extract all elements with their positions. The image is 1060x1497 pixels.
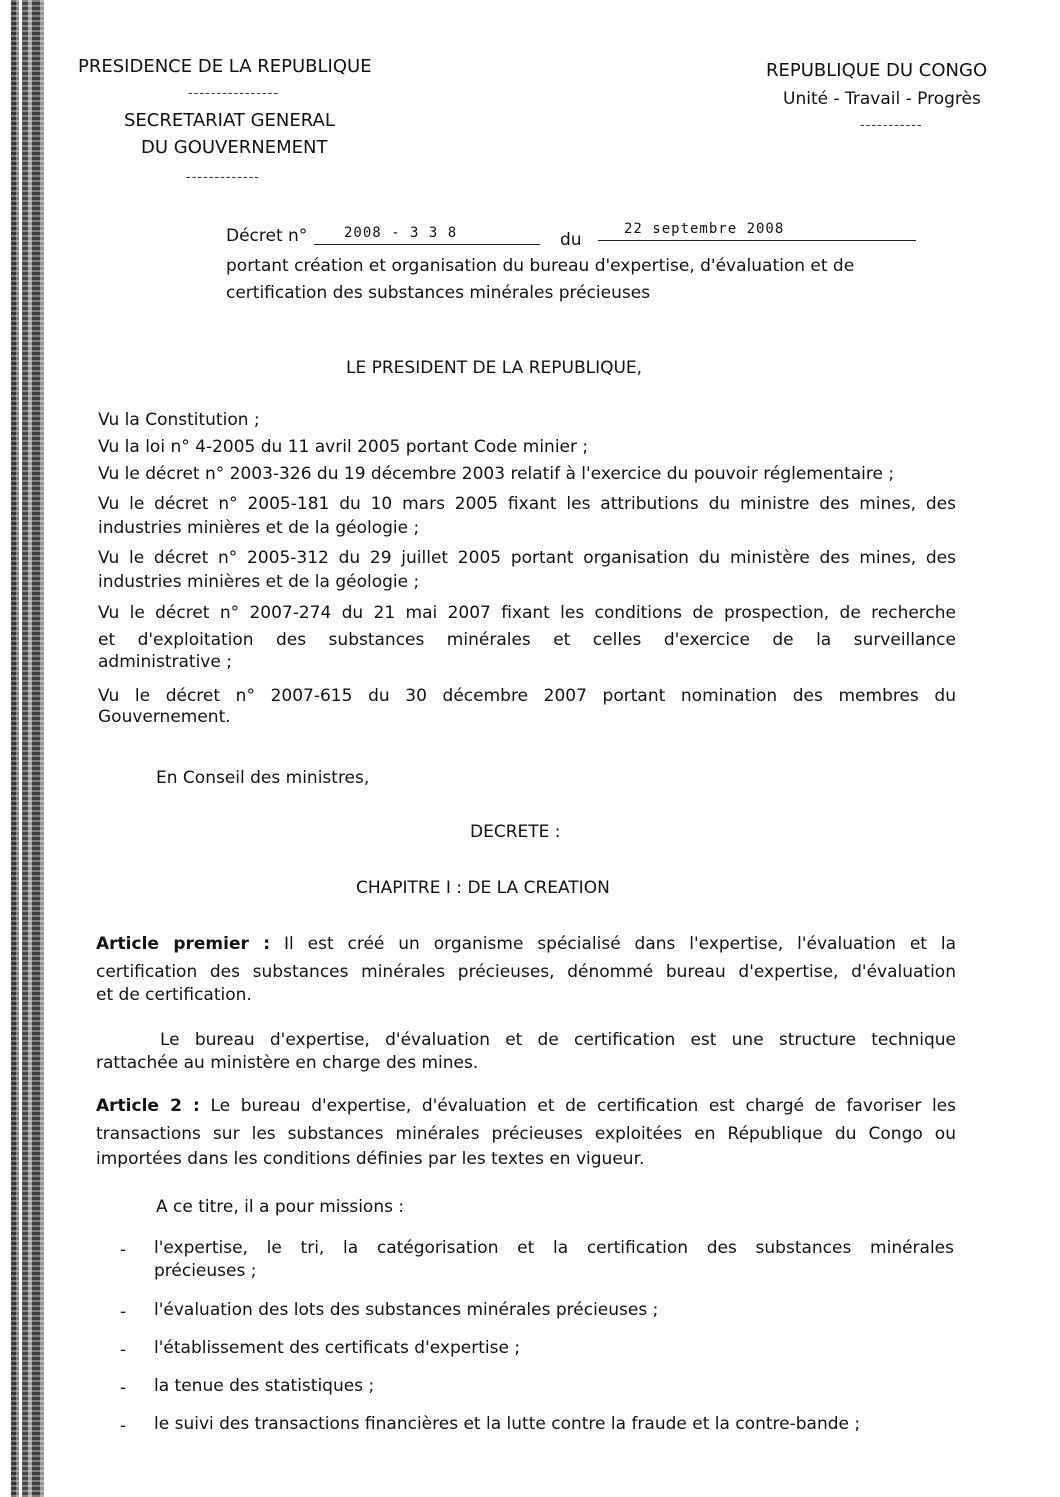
bullet-dash: - (120, 1378, 127, 1398)
chapter-heading: CHAPITRE I : DE LA CREATION (356, 878, 610, 898)
decree-date: 22 septembre 2008 (624, 221, 785, 237)
visa-line: Vu le décret n° 2003-326 du 19 décembre 2003 relatif à l'exercice du pouvoir réglementaire ; (98, 464, 895, 484)
visa-line: industries minières et de la géologie ; (98, 518, 420, 538)
article-1-text: Il est créé un organisme spécialisé dans l'expertise, l'évaluation et la (284, 934, 957, 954)
visa-line: Vu le décret n° 2007-615 du 30 décembre 2007 portant nomination des membres du (98, 686, 956, 706)
decree-du-label: du (560, 230, 582, 250)
article-1-para2-line-2: rattachée au ministère en charge des mines. (96, 1053, 479, 1073)
article-1-label: Article premier : (96, 934, 271, 954)
mission-item: l'expertise, le tri, la catégorisation et la certification des substances minérales (154, 1238, 954, 1258)
decrete-heading: DECRETE : (470, 822, 561, 842)
bullet-dash: - (120, 1240, 127, 1260)
article-1-para2-line-1: Le bureau d'expertise, d'évaluation et de certification est une structure technique (160, 1030, 956, 1050)
visa-line: Vu le décret n° 2005-312 du 29 juillet 2005 portant organisation du ministère des mines, des (98, 548, 956, 568)
article-2-text: Le bureau d'expertise, d'évaluation et de certification est chargé de favoriser les (210, 1096, 956, 1116)
article-2-label: Article 2 : (96, 1096, 200, 1116)
visa-line: Vu la Constitution ; (98, 410, 260, 430)
decree-title-line-2: certification des substances minérales précieuses (226, 283, 651, 303)
mission-item: la tenue des statistiques ; (154, 1376, 375, 1396)
visa-line: Gouvernement. (98, 707, 231, 727)
secretariat-line-1: SECRETARIAT GENERAL (124, 110, 335, 131)
visa-line: Vu le décret n° 2007-274 du 21 mai 2007 fixant les conditions de prospection, de recherche (98, 603, 956, 623)
decree-title-line-1: portant création et organisation du bureau d'expertise, d'évaluation et de (226, 256, 855, 276)
decree-number-field (314, 222, 540, 245)
visa-line: industries minières et de la géologie ; (98, 572, 420, 592)
visa-line: Vu le décret n° 2005-181 du 10 mars 2005 fixant les attributions du ministre des mines, des (98, 494, 956, 514)
mission-item: l'évaluation des lots des substances minérales précieuses ; (154, 1300, 659, 1320)
visa-line: et d'exploitation des substances minérales et celles d'exercice de la surveillance (98, 630, 956, 650)
article-1-line-2: certification des substances minérales précieuses, dénommé bureau d'expertise, d'évaluation (96, 962, 956, 982)
article-2-line-2: transactions sur les substances minérales précieuses exploitées en République du Congo ou (96, 1124, 956, 1144)
separator-2: ------------- (186, 170, 260, 185)
bullet-dash: - (120, 1302, 127, 1322)
visa-line: administrative ; (98, 652, 232, 672)
article-1-line-1 (96, 932, 956, 956)
decree-date-field (598, 218, 916, 241)
bullet-dash: - (120, 1416, 127, 1436)
mission-item-continued: précieuses ; (154, 1261, 257, 1281)
bullet-dash: - (120, 1340, 127, 1360)
missions-intro: A ce titre, il a pour missions : (156, 1197, 405, 1217)
separator-3: ----------- (860, 118, 923, 133)
motto: Unité - Travail - Progrès (783, 89, 981, 109)
decree-number: 2008 - 3 3 8 (344, 225, 458, 241)
mission-item: le suivi des transactions financières et la lutte contre la fraude et la contre-bande ; (154, 1414, 861, 1434)
article-2-line-3: importées dans les conditions définies par les textes en vigueur. (96, 1149, 645, 1169)
presidence-heading: PRESIDENCE DE LA REPUBLIQUE (78, 56, 372, 77)
separator-1: ---------------- (188, 86, 280, 101)
binding-edge-scan (8, 0, 50, 1497)
decree-label: Décret n° (226, 226, 308, 246)
article-2-line-1 (96, 1094, 956, 1118)
president-heading: LE PRESIDENT DE LA REPUBLIQUE, (346, 358, 643, 378)
republic-heading: REPUBLIQUE DU CONGO (766, 60, 988, 81)
mission-item: l'établissement des certificats d'expertise ; (154, 1338, 521, 1358)
secretariat-line-2: DU GOUVERNEMENT (141, 137, 328, 158)
conseil-line: En Conseil des ministres, (156, 768, 370, 788)
visa-line: Vu la loi n° 4-2005 du 11 avril 2005 portant Code minier ; (98, 437, 589, 457)
article-1-line-3: et de certification. (96, 985, 252, 1005)
